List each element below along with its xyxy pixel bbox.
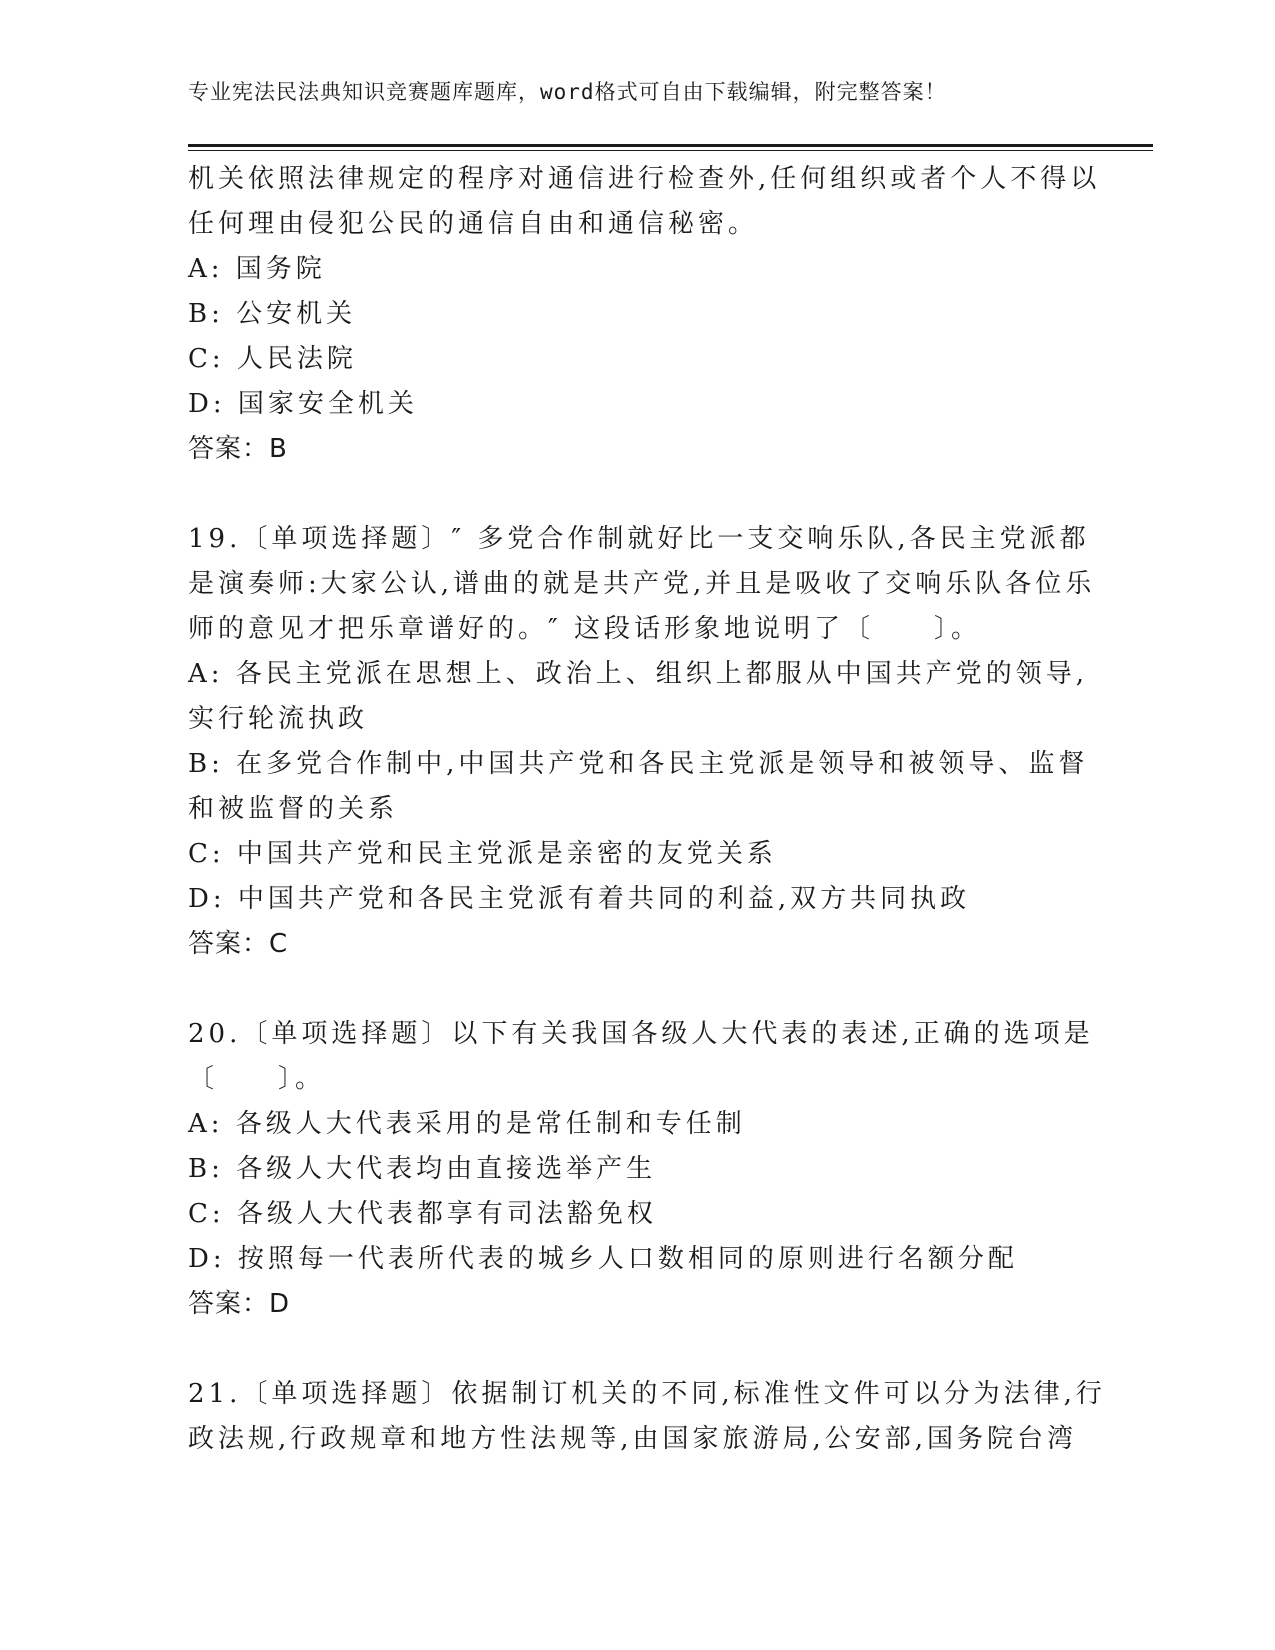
question-text-line: 〔 〕。	[188, 1064, 326, 1094]
answer-label: 答案：B	[188, 434, 288, 464]
option-c: C: 中国共产党和民主党派是亲密的友党关系	[188, 839, 777, 869]
question-text-line: 师的意见才把乐章谱好的。″ 这段话形象地说明了〔 〕。	[188, 614, 981, 644]
question-21	[188, 1372, 1106, 1462]
option-a: A: 各民主党派在思想上、政治上、组织上都服从中国共产党的领导,	[188, 659, 1089, 689]
option-a: A: 国务院	[188, 254, 326, 284]
option-b: B: 公安机关	[188, 299, 357, 329]
option-b: B: 各级人大代表均由直接选举产生	[188, 1154, 657, 1184]
option-c: C: 各级人大代表都享有司法豁免权	[188, 1199, 657, 1229]
question-text-line: 机关依照法律规定的程序对通信进行检查外,任何组织或者个人不得以	[188, 164, 1101, 194]
option-c: C: 人民法院	[188, 344, 357, 374]
question-20	[188, 1012, 1094, 1327]
page-header: 专业宪法民法典知识竞赛题库题库，word格式可自由下载编辑，附完整答案！	[188, 80, 947, 104]
option-a: A: 各级人大代表采用的是常任制和专任制	[188, 1109, 746, 1139]
option-d: D: 中国共产党和各民主党派有着共同的利益,双方共同执政	[188, 884, 971, 914]
question-continuation	[188, 157, 1101, 472]
option-a-continued: 实行轮流执政	[188, 704, 369, 734]
question-text-line: 是演奏师:大家公认,谱曲的就是共产党,并且是吸收了交响乐队各位乐	[188, 569, 1096, 599]
question-text-line: 政法规,行政规章和地方性法规等,由国家旅游局,公安部,国务院台湾	[188, 1424, 1078, 1454]
option-b: B: 在多党合作制中,中国共产党和各民主党派是领导和被领导、监督	[188, 749, 1089, 779]
option-d: D: 国家安全机关	[188, 389, 418, 419]
header-rule-thin	[188, 150, 1153, 151]
option-b-continued: 和被监督的关系	[188, 794, 399, 824]
answer-label: 答案：D	[188, 1289, 291, 1319]
question-text-line: 20.〔单项选择题〕以下有关我国各级人大代表的表述,正确的选项是	[188, 1019, 1094, 1049]
question-19	[188, 517, 1096, 967]
question-text-line: 19.〔单项选择题〕″ 多党合作制就好比一支交响乐队,各民主党派都	[188, 524, 1090, 554]
question-text-line: 任何理由侵犯公民的通信自由和通信秘密。	[188, 209, 759, 239]
document-body	[188, 157, 1106, 1462]
answer-label: 答案：C	[188, 929, 289, 959]
question-text-line: 21.〔单项选择题〕依据制订机关的不同,标准性文件可以分为法律,行	[188, 1379, 1106, 1409]
header-rule-thick	[188, 144, 1153, 147]
option-d: D: 按照每一代表所代表的城乡人口数相同的原则进行名额分配	[188, 1244, 1018, 1274]
